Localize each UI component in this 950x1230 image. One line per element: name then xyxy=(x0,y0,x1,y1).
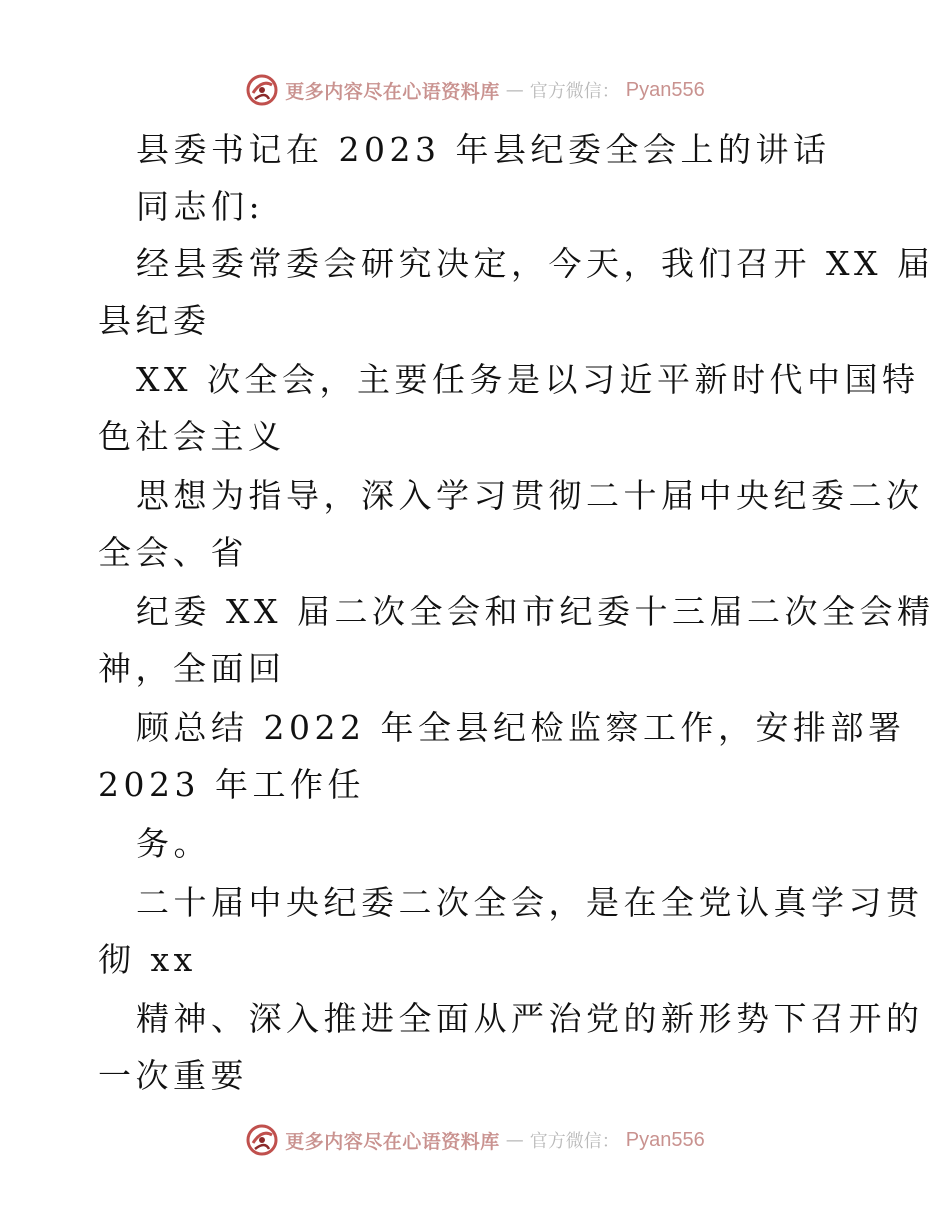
text-line: 纪委 XX 届二次全会和市纪委十三届二次全会精 xyxy=(136,592,935,631)
text-line: 2023 年工作任 xyxy=(98,765,365,804)
text-line: 顾总结 2022 年全县纪检监察工作，安排部署 xyxy=(136,708,906,747)
watermark-brand: 更多内容尽在心语资料库 xyxy=(285,1130,500,1153)
text-line: 经县委常委会研究决定，今天，我们召开 XX 届 xyxy=(136,244,935,283)
text-line: 县纪委 xyxy=(98,301,211,340)
document-title: 县委书记在 2023 年县纪委全会上的讲话 xyxy=(136,130,831,169)
header-watermark xyxy=(0,70,950,110)
text-line: 一次重要 xyxy=(98,1056,248,1095)
watermark-label: 官方微信： xyxy=(529,1131,620,1152)
watermark-separator: — xyxy=(505,1129,524,1151)
watermark-separator: — xyxy=(505,79,524,101)
text-line: 全会、省 xyxy=(98,533,248,572)
watermark-wechat-id: Pyan556 xyxy=(625,78,705,101)
footer-watermark xyxy=(0,1120,950,1160)
watermark-wechat-id: Pyan556 xyxy=(625,1128,705,1151)
text-line: 二十届中央纪委二次全会，是在全党认真学习贯 xyxy=(136,883,924,922)
salutation: 同志们: xyxy=(136,187,265,226)
text-line: 神，全面回 xyxy=(98,649,286,688)
text-line: XX 次全会，主要任务是以习近平新时代中国特 xyxy=(136,360,920,399)
swirl-logo-icon xyxy=(245,1123,279,1157)
text-line: 色社会主义 xyxy=(98,417,286,456)
watermark-label: 官方微信： xyxy=(529,81,620,102)
text-line: 精神、深入推进全面从严治党的新形势下召开的 xyxy=(136,999,924,1038)
watermark-brand: 更多内容尽在心语资料库 xyxy=(285,80,500,103)
text-line: 务。 xyxy=(136,824,211,863)
swirl-logo-icon xyxy=(245,73,279,107)
text-line: 彻 xx xyxy=(98,940,197,979)
text-line: 思想为指导，深入学习贯彻二十届中央纪委二次 xyxy=(136,476,924,515)
